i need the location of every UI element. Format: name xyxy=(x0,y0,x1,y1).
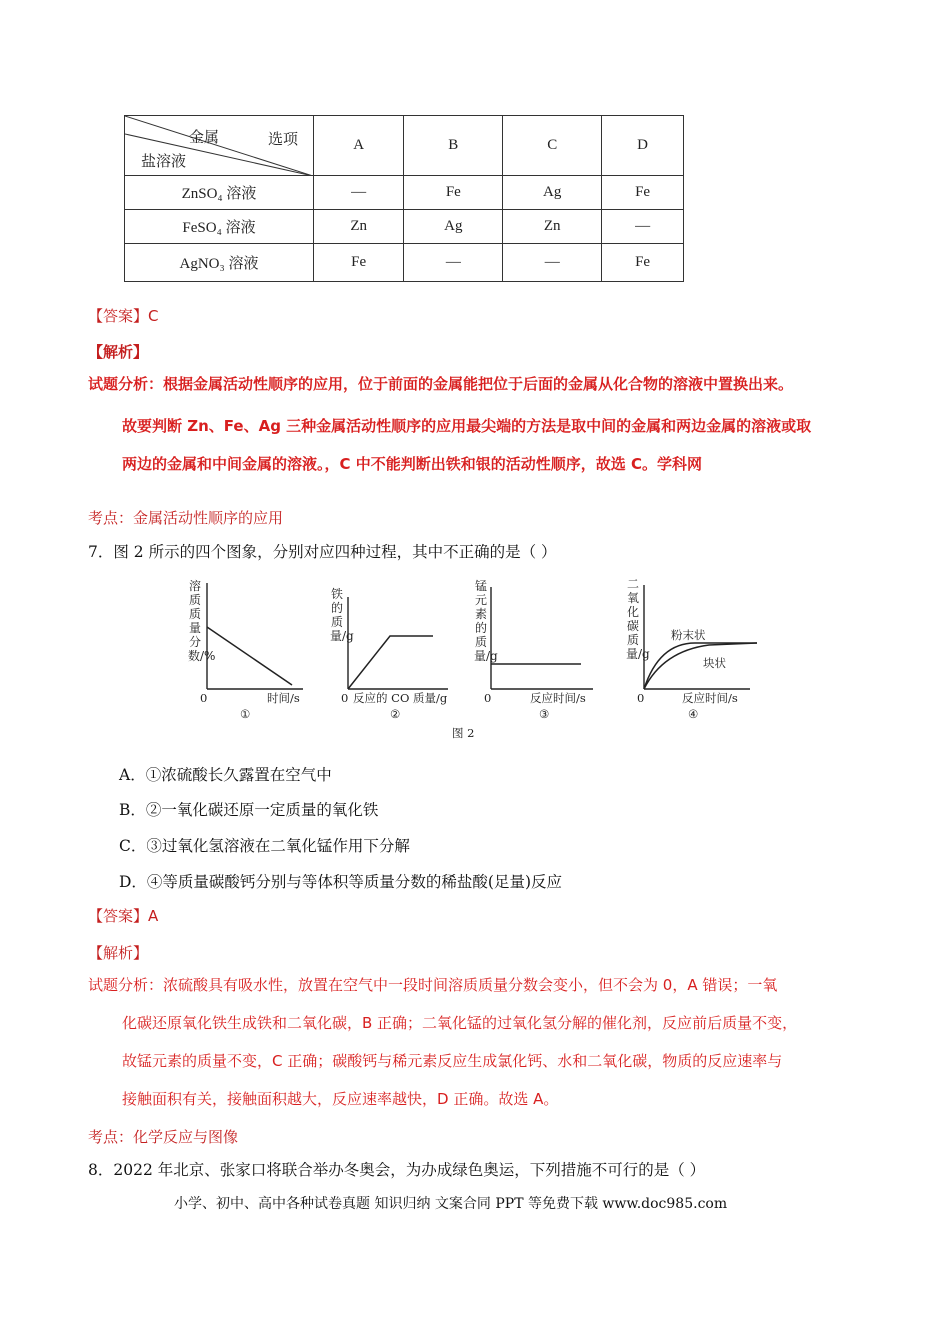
row-label: AgNO₃ 溶液 xyxy=(125,244,314,282)
data-line xyxy=(348,636,433,689)
origin-label: 0 xyxy=(637,691,645,705)
x-axis-label: 反应时间/s xyxy=(530,691,586,705)
y-axis-label: 溶质质量分数/% xyxy=(188,579,216,663)
row-label: ZnSO₄ 溶液 xyxy=(125,176,314,210)
table-cell: Fe xyxy=(602,176,684,210)
q6-analysis-label: 【解析】 xyxy=(88,343,149,361)
figure-2 xyxy=(185,575,765,745)
table-cell: Fe xyxy=(314,244,404,282)
table-cell: Ag xyxy=(404,210,503,244)
series-label-block: 块状 xyxy=(703,656,726,670)
q7-option-a: A．①浓硫酸长久露置在空气中 xyxy=(119,766,332,784)
header-option: 选项 xyxy=(268,132,299,148)
q7-analysis-line: 接触面积有关，接触面积越大，反应速率越快，D 正确。故选 A。 xyxy=(122,1090,559,1108)
q7-answer: 【答案】A xyxy=(88,907,159,925)
table-cell: Zn xyxy=(503,210,602,244)
column-header: B xyxy=(404,116,503,176)
header-metal: 金属 xyxy=(189,130,220,146)
column-header: C xyxy=(503,116,602,176)
table-cell: Zn xyxy=(314,210,404,244)
chart-number: ③ xyxy=(539,707,550,721)
q7-option-c: C．③过氧化氢溶液在二氧化锰作用下分解 xyxy=(119,837,410,855)
y-axis-label: 二氧化碳质量/g xyxy=(626,577,650,661)
column-header: D xyxy=(602,116,684,176)
table-cell: — xyxy=(314,176,404,210)
q6-analysis-line: 故要判断 Zn、Fe、Ag 三种金属活动性顺序的应用最尖端的方法是取中间的金属和两边金属的溶液或取 xyxy=(122,417,812,435)
q6-analysis-line: 两边的金属和中间金属的溶液。，C 中不能判断出铁和银的活动性顺序，故选 C。学科网 xyxy=(122,455,702,473)
table-cell: Ag xyxy=(503,176,602,210)
table-cell: Fe xyxy=(404,176,503,210)
table-row xyxy=(125,244,684,282)
table-cell: — xyxy=(404,244,503,282)
metal-options-table xyxy=(124,115,684,282)
x-axis-label: 反应时间/s xyxy=(682,691,738,705)
q7-option-b: B．②一氧化碳还原一定质量的氧化铁 xyxy=(119,801,379,819)
q7-option-d: D．④等质量碳酸钙分别与等体积等质量分数的稀盐酸(足量)反应 xyxy=(119,873,563,891)
q7-analysis-label: 【解析】 xyxy=(88,944,149,962)
table-cell: — xyxy=(602,210,684,244)
chart-3 xyxy=(484,587,593,721)
chart-number: ② xyxy=(390,707,401,721)
y-axis-label: 锰元素的质量/g xyxy=(474,579,498,663)
table-cell: Fe xyxy=(602,244,684,282)
q7-kaodian: 考点：化学反应与图像 xyxy=(88,1128,239,1146)
page-footer: 小学、初中、高中各种试卷真题 知识归纳 文案合同 PPT 等免费下载 www.doc985.com xyxy=(174,1196,728,1212)
q7-question: 7．图 2 所示的四个图象，分别对应四种过程，其中不正确的是（ ） xyxy=(88,543,557,561)
q7-analysis-line: 故锰元素的质量不变，C 正确；碳酸钙与稀元素反应生成氯化钙、水和二氧化碳，物质的反应速率与 xyxy=(122,1052,783,1070)
origin-label: 0 xyxy=(484,691,492,705)
header-salt: 盐溶液 xyxy=(141,154,187,170)
q6-answer: 【答案】C xyxy=(88,307,159,325)
column-header: A xyxy=(314,116,404,176)
q6-kaodian: 考点：金属活动性顺序的应用 xyxy=(88,509,284,527)
table-row xyxy=(125,176,684,210)
table-header-diagonal-cell xyxy=(125,116,314,176)
x-axis-label: 时间/s xyxy=(267,691,300,705)
table-row xyxy=(125,210,684,244)
origin-label: 0 xyxy=(341,691,349,705)
table-cell: — xyxy=(503,244,602,282)
series-block-line xyxy=(644,643,757,689)
chart-1 xyxy=(200,583,303,721)
series-label-powder: 粉末状 xyxy=(671,628,706,642)
chart-4 xyxy=(637,585,757,721)
y-axis-label: 铁的质量/g xyxy=(330,587,354,643)
q7-analysis-line: 试题分析：浓硫酸具有吸水性，放置在空气中一段时间溶质质量分数会变小，但不会为 0，A 错误；一氧 xyxy=(88,976,778,994)
chart-2 xyxy=(341,597,448,721)
q8-question: 8．2022 年北京、张家口将联合举办冬奥会，为办成绿色奥运，下列措施不可行的是（ ） xyxy=(88,1161,706,1179)
chart-number: ① xyxy=(240,707,251,721)
row-label: FeSO₄ 溶液 xyxy=(125,210,314,244)
chart-number: ④ xyxy=(688,707,699,721)
origin-label: 0 xyxy=(200,691,208,705)
figure-caption: 图 2 xyxy=(452,726,475,740)
x-axis-label: 反应的 CO 质量/g xyxy=(353,691,448,705)
q7-analysis-line: 化碳还原氧化铁生成铁和二氧化碳，B 正确；二氧化锰的过氧化氢分解的催化剂，反应前后质量不变， xyxy=(122,1014,798,1032)
q6-analysis-line: 试题分析：根据金属活动性顺序的应用，位于前面的金属能把位于后面的金属从化合物的溶液中置换出来。 xyxy=(88,375,794,393)
data-line xyxy=(207,627,292,685)
